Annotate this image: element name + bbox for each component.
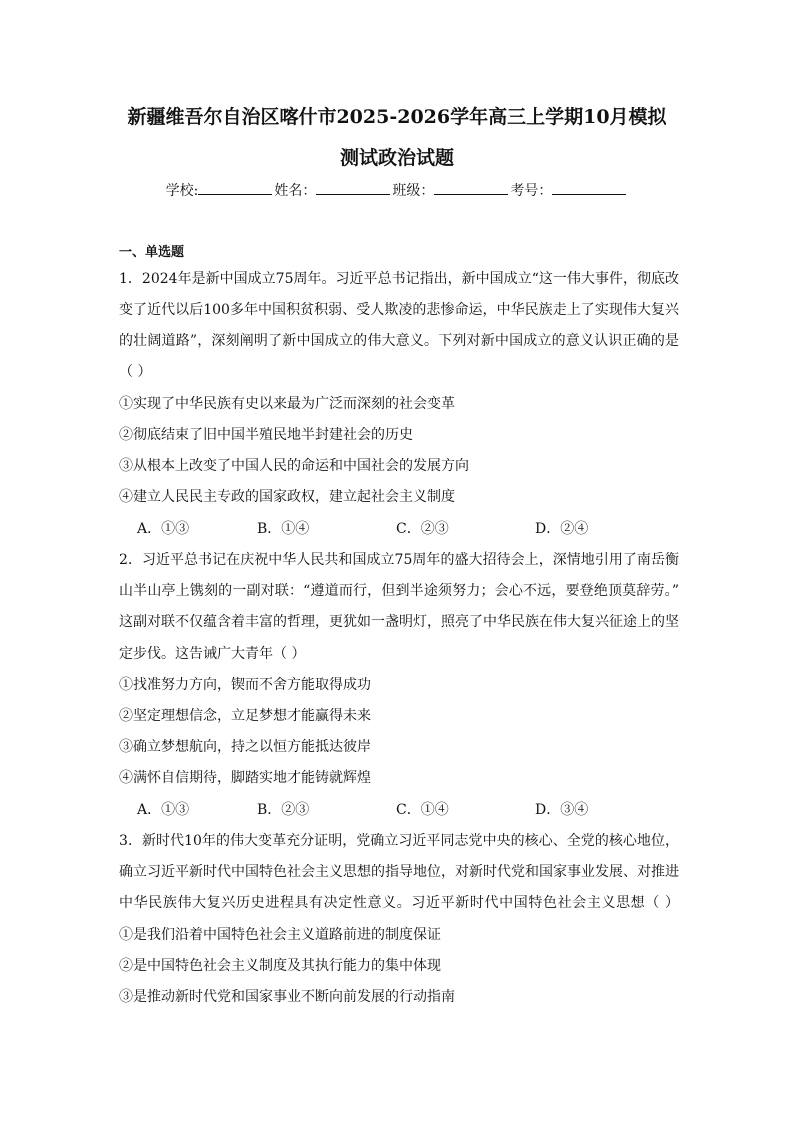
- q3-stem-line: 确立习近平新时代中国特色社会主义思想的指导地位，对新时代党和国家事业发展、对推进: [119, 864, 679, 880]
- q2-item: ④满怀自信期待，脚踏实地才能铸就辉煌: [119, 770, 371, 786]
- name-blank: [316, 181, 390, 195]
- class-blank: [434, 181, 508, 195]
- q1-stem-line: 变了近代以后100多年中国积贫积弱、受人欺凌的悲惨命运，中华民族走上了实现伟大复兴: [119, 302, 679, 318]
- exam-title-line-2: 测试政治试题: [339, 147, 454, 169]
- q2-item: ③确立梦想航向，持之以恒方能抵达彼岸: [119, 739, 371, 755]
- q2-option-c: C．①④: [396, 802, 449, 818]
- section-heading: 一、单选题: [119, 245, 185, 260]
- q3-stem-line: 3．新时代10年的伟大变革充分证明，党确立习近平同志党中央的核心、全党的核心地位，: [119, 833, 679, 849]
- q1-item: ④建立人民民主专政的国家政权，建立起社会主义制度: [119, 489, 455, 505]
- q1-item: ①实现了中华民族有史以来最为广泛而深刻的社会变革: [119, 396, 455, 412]
- q2-stem-line: 2．习近平总书记在庆祝中华人民共和国成立75周年的盛大招待会上，深情地引用了南岳衡: [119, 552, 679, 568]
- q2-stem-line: 定步伐。这告诫广大青年（ ）: [119, 646, 306, 662]
- exam-title-line-1: 新疆维吾尔自治区喀什市2025-2026学年高三上学期10月模拟: [127, 106, 667, 128]
- q1-item: ③从根本上改变了中国人民的命运和中国社会的发展方向: [119, 458, 469, 474]
- q3-item: ③是推动新时代党和国家事业不断向前发展的行动指南: [119, 989, 455, 1005]
- q2-option-b: B．②③: [257, 802, 310, 818]
- q3-item: ①是我们沿着中国特色社会主义道路前进的制度保证: [119, 927, 441, 943]
- student-info-row: [0, 181, 794, 200]
- q2-option-a: A．①③: [137, 802, 190, 818]
- q2-stem-line: 山半山亭上镌刻的一副对联：“遵道而行，但到半途须努力；会心不远，要登绝顶莫辞劳。”: [119, 583, 679, 599]
- q2-option-d: D．③④: [535, 802, 589, 818]
- exam-number-blank: [552, 181, 626, 195]
- q2-item: ②坚定理想信念，立足梦想才能赢得未来: [119, 708, 371, 724]
- q1-answer-blank: （ ）: [119, 364, 152, 380]
- q3-item: ②是中国特色社会主义制度及其执行能力的集中体现: [119, 958, 441, 974]
- school-label: 学校:: [165, 183, 199, 199]
- class-field: [392, 181, 510, 200]
- exam-number-field: [510, 181, 628, 200]
- q1-option-d: D．②④: [535, 521, 589, 537]
- name-label: 姓名：: [274, 183, 317, 199]
- q3-stem-line: 中华民族伟大复兴历史进程具有决定性意义。习近平新时代中国特色社会主义思想（ ）: [119, 895, 679, 911]
- school-field: [166, 181, 275, 200]
- q1-stem-line: 1．2024年是新中国成立75周年。习近平总书记指出，新中国成立“这一伟大事件，彻底改: [119, 271, 679, 287]
- q1-option-c: C．②③: [396, 521, 449, 537]
- class-label: 班级：: [392, 183, 435, 199]
- school-blank: [198, 181, 272, 195]
- q1-option-a: A．①③: [137, 521, 190, 537]
- q2-item: ①找准努力方向，锲而不舍方能取得成功: [119, 677, 371, 693]
- name-field: [274, 181, 392, 200]
- exam-number-label: 考号：: [510, 183, 553, 199]
- q2-stem-line: 这副对联不仅蕴含着丰富的哲理，更犹如一盏明灯，照亮了中华民族在伟大复兴征途上的坚: [119, 614, 679, 630]
- q1-item: ②彻底结束了旧中国半殖民地半封建社会的历史: [119, 427, 413, 443]
- q1-option-b: B．①④: [257, 521, 310, 537]
- q1-stem-line: 的壮阔道路”，深刻阐明了新中国成立的伟大意义。下列对新中国成立的意义认识正确的是: [119, 333, 679, 349]
